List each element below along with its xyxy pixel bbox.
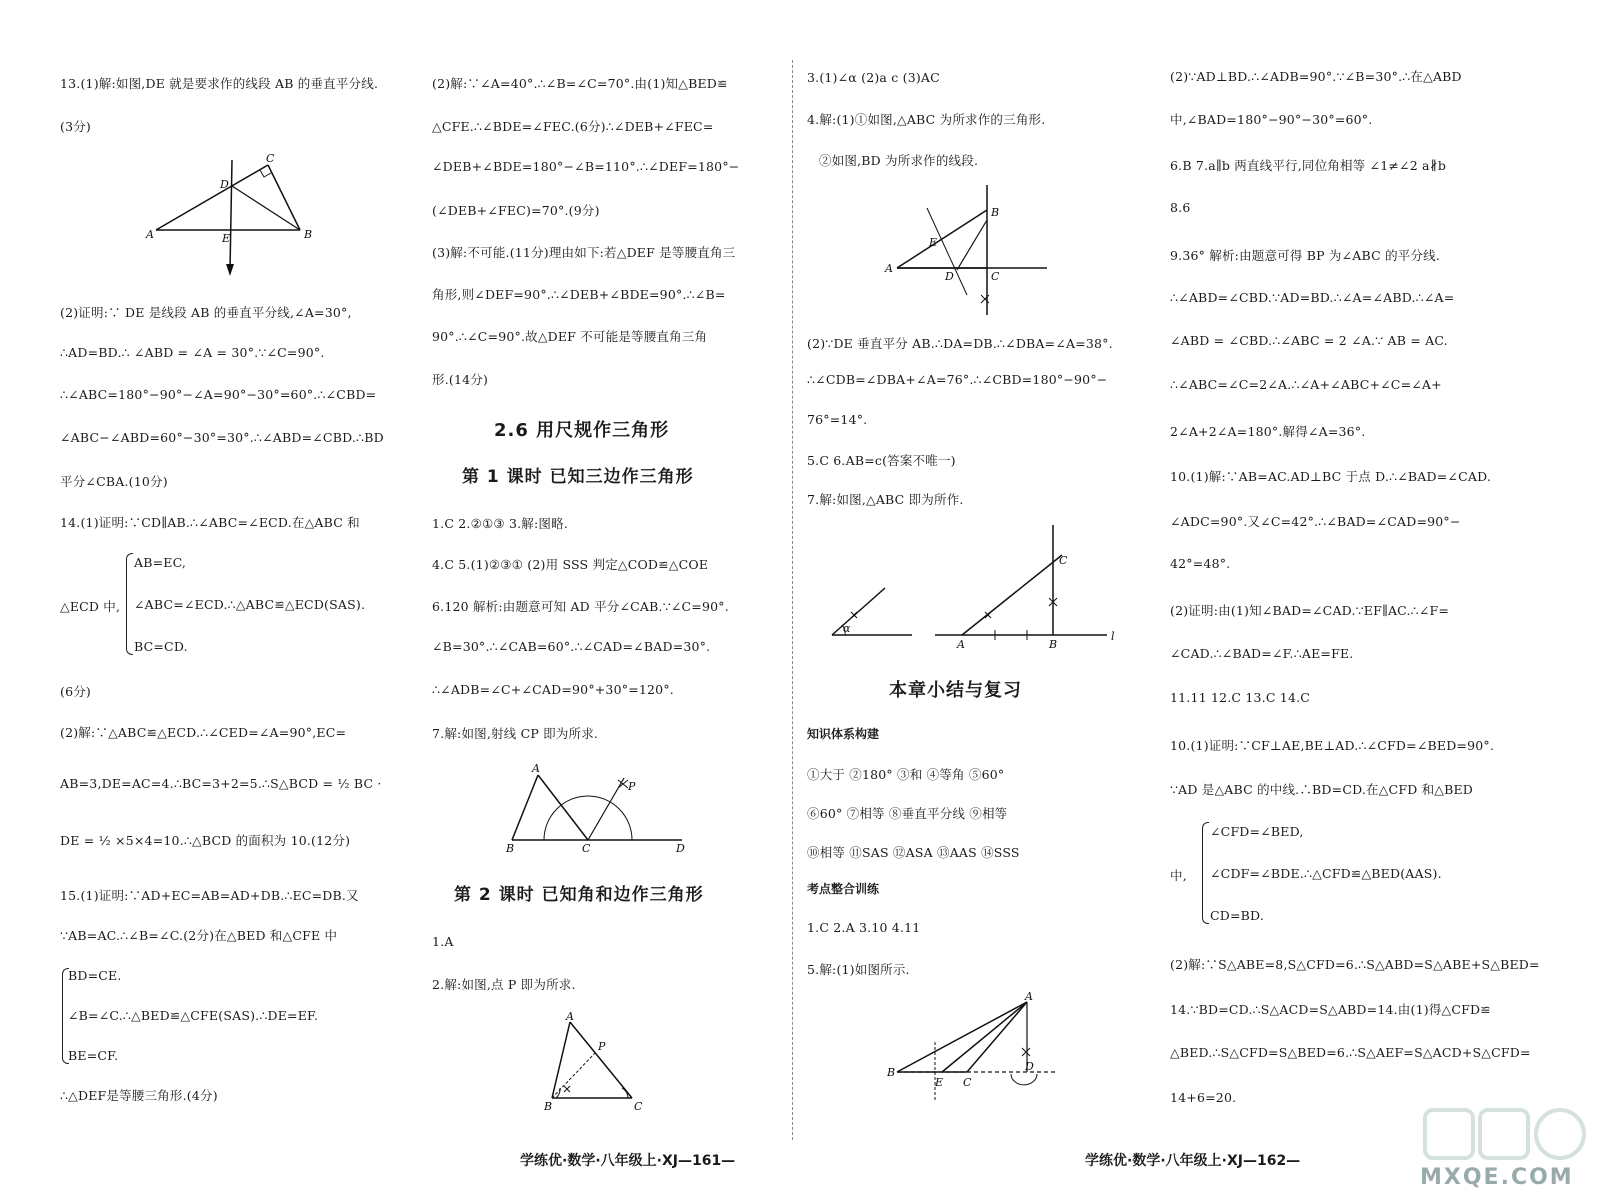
text-line: (3)解:不可能.(11分)理由如下:若△DEF 是等腰直角三 (432, 245, 736, 260)
text-line: 2.解:如图,点 P 即为所求. (432, 977, 576, 992)
text-line: 形.(14分) (432, 372, 489, 387)
label-B: B (887, 1066, 896, 1079)
text-line: 1.C 2.②①③ 3.解:图略. (432, 516, 568, 531)
text-line: ∵AD 是△ABC 的中线.∴BD=CD.在△CFD 和△BED (1170, 782, 1474, 797)
text-line: BE=CF. (68, 1048, 119, 1063)
label-B: B (506, 842, 515, 855)
text-line: (2)证明:∵ DE 是线段 AB 的垂直平分线,∠A=30°, (60, 305, 352, 320)
page-footer-right: 学练优·数学·八年级上·XJ—162— (1085, 1153, 1301, 1169)
column-4 (1170, 0, 1540, 1200)
section-heading: 2.6 用尺规作三角形 (494, 420, 670, 441)
column-2 (432, 0, 777, 1200)
text-line: 6.120 解析:由题意可知 AD 平分∠CAB.∵∠C=90°. (432, 599, 729, 614)
text-line: 11.11 12.C 13.C 14.C (1170, 690, 1311, 705)
text-line: ∠ABD = ∠CBD.∴∠ABC = 2 ∠A.∵ AB = AC. (1170, 333, 1448, 348)
text-line: ∠B=30°.∴∠CAB=60°.∴∠CAD=∠BAD=30°. (432, 639, 711, 654)
text-line: ∠ABC−∠ABD=60°−30°=30°.∴∠ABD=∠CBD.∴BD (60, 430, 384, 445)
label-D: D (676, 842, 685, 855)
label-C: C (991, 270, 1000, 283)
text-line: ⑥60° ⑦相等 ⑧垂直平分线 ⑨相等 (807, 806, 1008, 821)
label-D: D (220, 178, 229, 191)
label-B: B (1049, 638, 1058, 651)
text-line: ∠B=∠C.∴△BED≌△CFE(SAS).∴DE=EF. (68, 1008, 319, 1023)
text-line: 7.解:如图,△ABC 即为所作. (807, 492, 964, 507)
figure-triangle-abc (807, 520, 1152, 650)
text-line: ∠DEB+∠BDE=180°−∠B=110°.∴∠DEF=180°− (432, 159, 740, 174)
text-line: 5.解:(1)如图所示. (807, 962, 910, 977)
label-A: A (146, 228, 154, 241)
watermark-text: MXQE.COM (1420, 1165, 1574, 1190)
text-line: ∠CAD.∴∠BAD=∠F.∴AE=FE. (1170, 646, 1354, 661)
text-line: (2)解:∵△ABC≌△ECD.∴∠CED=∠A=90°,EC= (60, 725, 347, 740)
text-line: ∴∠ABC=∠C=2∠A.∴∠A+∠ABC+∠C=∠A+ (1170, 377, 1442, 392)
text-line: (2)证明:由(1)知∠BAD=∠CAD.∵EF∥AC.∴∠F= (1170, 603, 1450, 618)
text-line: ∴∠ABD=∠CBD.∵AD=BD.∴∠A=∠ABD.∴∠A= (1170, 290, 1455, 305)
subsection-heading: 知识体系构建 (807, 727, 880, 741)
figure-point-p (432, 1010, 777, 1130)
text-line: △CFE.∴∠BDE=∠FEC.(6分)∴∠DEB+∠FEC= (432, 119, 714, 134)
text-line: (6分) (60, 684, 92, 699)
text-line: AB=3,DE=AC=4.∴BC=3+2=5.∴S△BCD = ½ BC · (60, 776, 382, 791)
text-line: ∵AB=AC.∴∠B=∠C.(2分)在△BED 和△CFE 中 (60, 928, 338, 943)
label-A: A (566, 1010, 574, 1023)
text-line: 1.C 2.A 3.10 4.11 (807, 920, 921, 935)
text-line: 4.解:(1)①如图,△ABC 为所求作的三角形. (807, 112, 1046, 127)
label-C: C (582, 842, 591, 855)
page-footer-left: 学练优·数学·八年级上·XJ—161— (520, 1153, 736, 1169)
text-line: 10.(1)解:∵AB=AC.AD⊥BC 于点 D.∴∠BAD=∠CAD. (1170, 469, 1492, 484)
label-C: C (266, 152, 275, 165)
text-line: 13.(1)解:如图,DE 就是要求作的线段 AB 的垂直平分线. (60, 76, 379, 91)
figure-perpendicular-bisector (60, 150, 400, 280)
text-line: 中, (1170, 868, 1187, 883)
text-line: ②如图,BD 为所求作的线段. (819, 153, 979, 168)
label-B: B (544, 1100, 553, 1113)
text-line: (2)解:∵S△ABE=8,S△CFD=6.∴S△ABD=S△ABE+S△BED= (1170, 957, 1540, 972)
text-line: 76°=14°. (807, 412, 868, 427)
text-line: (2)∵AD⊥BD.∴∠ADB=90°.∵∠B=30°.∴在△ABD (1170, 69, 1462, 84)
text-line: 3.(1)∠α (2)a c (3)AC (807, 70, 940, 85)
figure-triangle-abd (807, 990, 1152, 1100)
label-D: D (1025, 1060, 1034, 1073)
section-heading: 本章小结与复习 (889, 680, 1022, 701)
label-D: D (945, 270, 954, 283)
text-line: 1.A (432, 934, 454, 949)
text-line: ∴∠ABC=180°−90°−∠A=90°−30°=60°.∴∠CBD= (60, 387, 377, 402)
text-line: 8.6 (1170, 200, 1191, 215)
label-C: C (634, 1100, 643, 1113)
text-line: 9.36° 解析:由题意可得 BP 为∠ABC 的平分线. (1170, 248, 1441, 263)
lesson-heading: 第 2 课时 已知角和边作三角形 (454, 885, 704, 905)
text-line: ∴∠ADB=∠C+∠CAD=90°+30°=120°. (432, 682, 674, 697)
text-line: 15.(1)证明:∵AD+EC=AB=AD+DB.∴EC=DB.又 (60, 888, 359, 903)
brace (126, 553, 133, 655)
text-line: ∴△DEF是等腰三角形.(4分) (60, 1088, 218, 1103)
text-line: 5.C 6.AB=c(答案不唯一) (807, 453, 956, 468)
label-P: P (598, 1040, 606, 1053)
text-line: (2)解:∵∠A=40°.∴∠B=∠C=70°.由(1)知△BED≌ (432, 76, 728, 91)
text-line: ∠ABC=∠ECD.∴△ABC≌△ECD(SAS). (134, 597, 366, 612)
text-line: CD=BD. (1210, 908, 1264, 923)
text-line: ∴∠CDB=∠DBA+∠A=76°.∴∠CBD=180°−90°− (807, 372, 1108, 387)
column-3 (807, 0, 1152, 1200)
label-A: A (532, 762, 540, 775)
label-alpha: α (843, 622, 851, 635)
subsection-heading: 考点整合训练 (807, 882, 880, 896)
label-E: E (935, 1076, 944, 1089)
text-line: ∠CFD=∠BED, (1210, 824, 1304, 839)
label-A: A (885, 262, 893, 275)
label-C: C (963, 1076, 972, 1089)
text-line: △BED.∴S△CFD=S△BED=6.∴S△AEF=S△ACD+S△CFD= (1170, 1045, 1531, 1060)
text-line: 6.B 7.a∥b 两直线平行,同位角相等 ∠1≠∠2 a∦b (1170, 158, 1447, 173)
text-line: (∠DEB+∠FEC)=70°.(9分) (432, 203, 600, 218)
label-A: A (957, 638, 965, 651)
text-line: 10.(1)证明:∵CF⊥AE,BE⊥AD.∴∠CFD=∠BED=90°. (1170, 738, 1495, 753)
text-line: DE = ½ ×5×4=10.∴△BCD 的面积为 10.(12分) (60, 833, 351, 848)
text-line: 角形,则∠DEF=90°.∴∠DEB+∠BDE=90°.∴∠B= (432, 287, 726, 302)
text-line: (2)∵DE 垂直平分 AB.∴DA=DB.∴∠DBA=∠A=38°. (807, 336, 1113, 351)
label-P: P (628, 780, 636, 793)
label-E: E (222, 232, 231, 245)
text-line: 14.∵BD=CD.∴S△ACD=S△ABD=14.由(1)得△CFD≌ (1170, 1002, 1491, 1017)
lesson-heading: 第 1 课时 已知三边作三角形 (462, 467, 694, 487)
text-line: 平分∠CBA.(10分) (60, 474, 168, 489)
text-line: ①大于 ②180° ③和 ④等角 ⑤60° (807, 767, 1005, 782)
figure-construct-triangle (807, 180, 1152, 320)
text-line: 4.C 5.(1)②③① (2)用 SSS 判定△COD≌△COE (432, 557, 709, 572)
text-line: 7.解:如图,射线 CP 即为所求. (432, 726, 599, 741)
text-line: 90°.∴∠C=90°.故△DEF 不可能是等腰直角三角 (432, 329, 708, 344)
text-line: ∠ADC=90°.又∠C=42°.∴∠BAD=∠CAD=90°− (1170, 514, 1461, 529)
label-C: C (1059, 554, 1068, 567)
text-line: BD=CE. (68, 968, 122, 983)
column-1 (60, 0, 400, 1200)
text-line: 中,∠BAD=180°−90°−30°=60°. (1170, 112, 1373, 127)
text-line: BC=CD. (134, 639, 188, 654)
text-line: (3分) (60, 119, 92, 134)
label-E: E (929, 236, 938, 249)
page-divider (792, 60, 793, 1140)
label-B: B (991, 206, 1000, 219)
text-line: △ECD 中, (60, 599, 121, 614)
text-line: ⑩相等 ⑪SAS ⑫ASA ⑬AAS ⑭SSS (807, 845, 1020, 860)
text-line: AB=EC, (134, 555, 187, 570)
figure-ray-cp (432, 760, 777, 870)
text-line: 2∠A+2∠A=180°.解得∠A=36°. (1170, 424, 1366, 439)
label-l: l (1111, 630, 1115, 643)
label-B: B (304, 228, 313, 241)
text-line: ∠CDF=∠BDE.∴△CFD≌△BED(AAS). (1210, 866, 1442, 881)
text-line: ∴AD=BD.∴ ∠ABD = ∠A = 30°.∵∠C=90°. (60, 345, 325, 360)
label-A: A (1025, 990, 1033, 1003)
brace (1202, 822, 1209, 924)
text-line: 42°=48°. (1170, 556, 1231, 571)
text-line: 14.(1)证明:∵CD∥AB.∴∠ABC=∠ECD.在△ABC 和 (60, 515, 360, 530)
text-line: 14+6=20. (1170, 1090, 1237, 1105)
